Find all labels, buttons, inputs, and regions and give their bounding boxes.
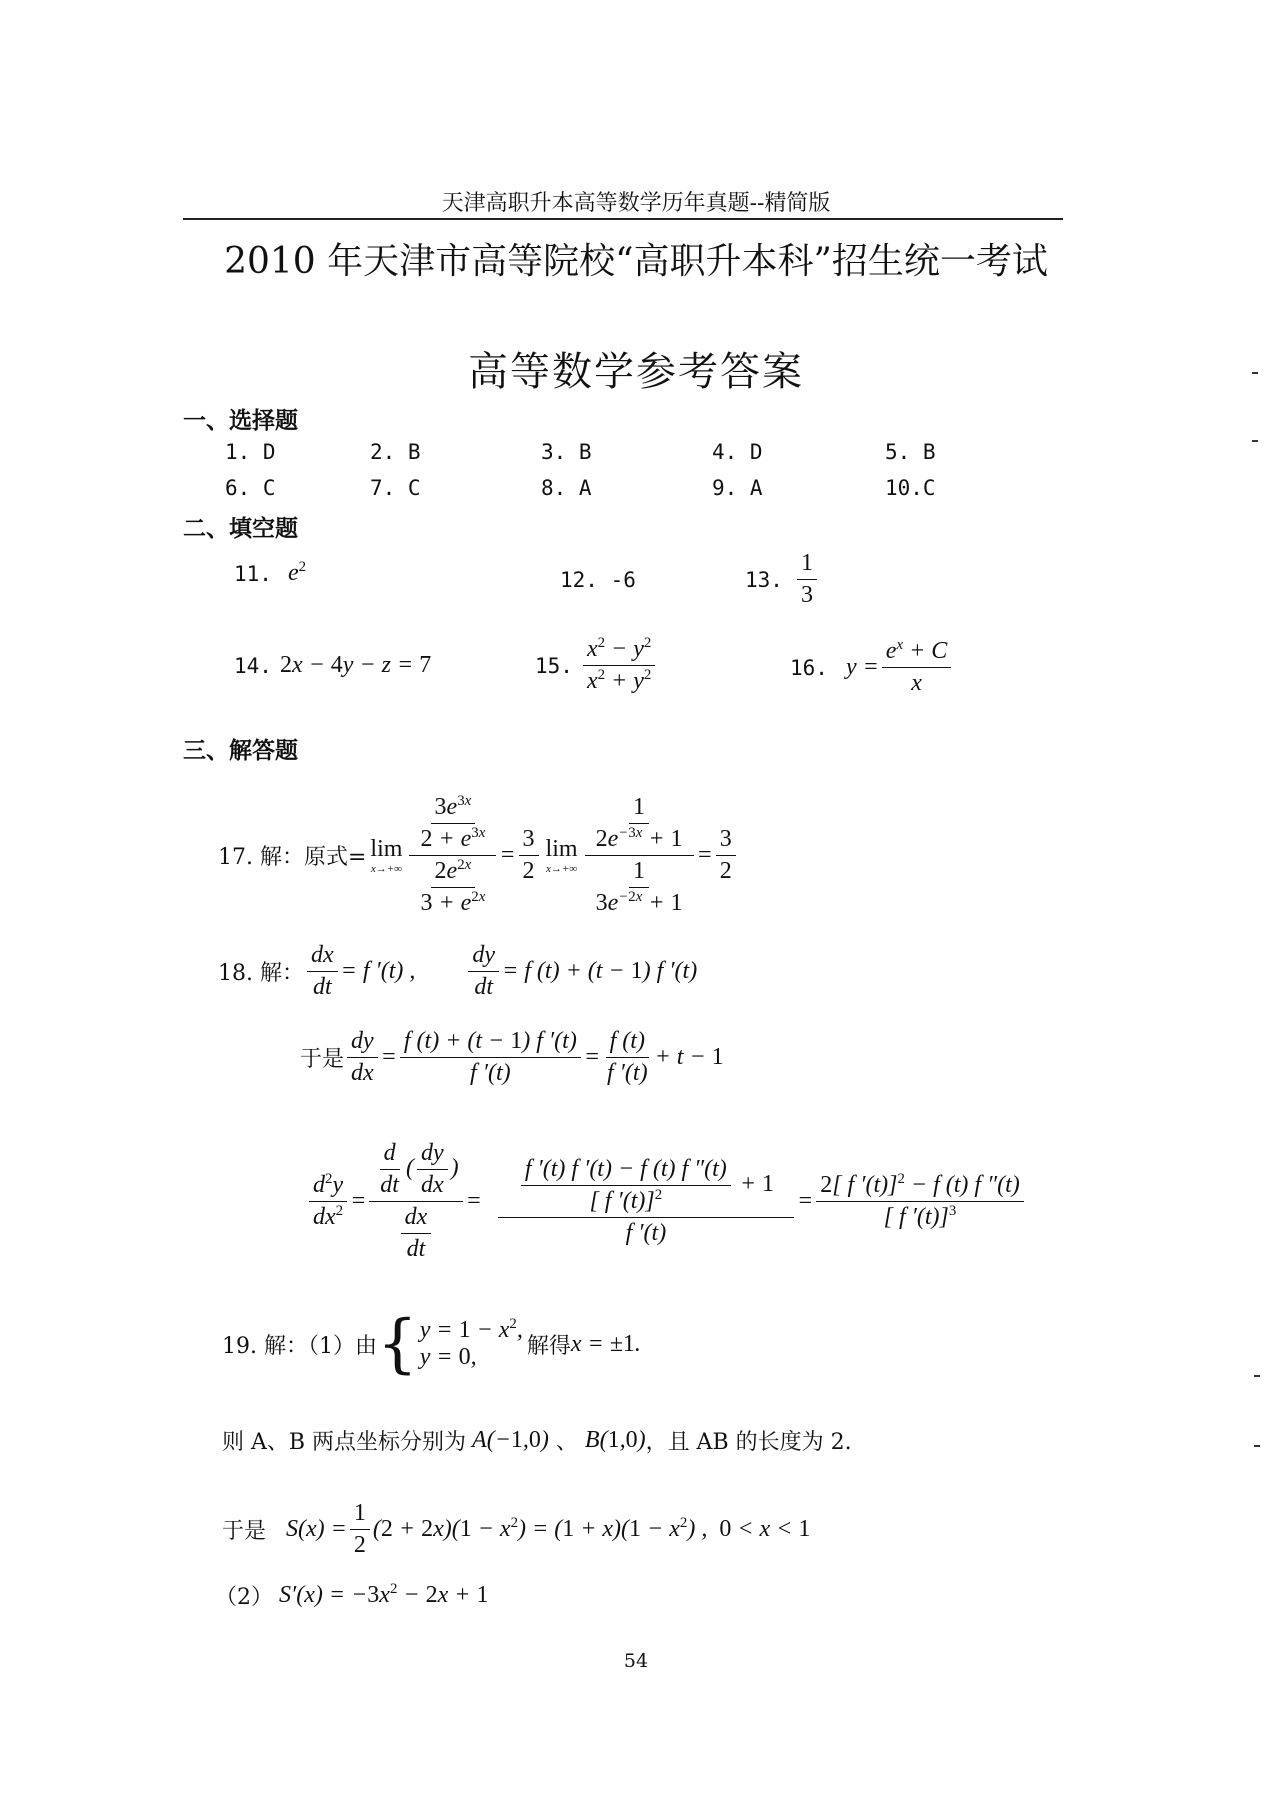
fill-answer-16: 16. y = $\frac{e^x + C}{x}$ xyxy=(790,638,954,697)
left-brace: { xyxy=(376,1307,418,1381)
fraction-one-third: $\frac{1}{3}$ xyxy=(797,550,817,609)
fraction-three-halves-result: $\frac{3}{2}$ xyxy=(716,826,736,885)
fraction-one-half: $\frac{1}{2}$ xyxy=(350,1500,370,1559)
plane-equation: 2x − 4y − z = 7 xyxy=(279,652,432,678)
fill-answer-15: 15. $\frac{x^2 - y^2}{x^2 + y^2}$ xyxy=(535,636,658,695)
choice-answer-7: 7. C xyxy=(370,476,421,500)
q18-big-fraction: $\frac{f '(t) f '(t) - f (t) f ''(t)}{[ f '(t)]^2}$ + 1 f ′(t) xyxy=(498,1156,794,1247)
solution-19-line-3: 于是 S(x) = $\frac{1}{2}$ $(2 + 2x)(1 - x^2) = (1 + x)(1 - x^2)$ , 0 < x < 1 xyxy=(222,1500,811,1558)
scan-mark xyxy=(1252,440,1258,442)
q18-result-fraction: $\frac{2[ f '(t)]^2 - f (t) f ''(t)}{[ f '(t)]^3}$ xyxy=(816,1172,1024,1231)
fill-answer-14: 14. 2x − 4y − z = 7 xyxy=(234,652,432,678)
fill-answer-12: 12. -6 xyxy=(560,568,636,592)
q18-fraction-b: $\frac{f (t)}{f '(t)}$ xyxy=(607,1028,648,1086)
scan-mark xyxy=(1252,372,1258,374)
scan-mark xyxy=(1254,1445,1260,1447)
choice-answer-8: 8. A xyxy=(541,476,592,500)
solution-18-line-1: 18. 解： $\frac{dx}{dt}$ = f ′(t) , $\frac{dy}{dt}$ = f (t) + (t − 1) f ′(t) xyxy=(218,942,698,1000)
dy-dx: $\frac{dy}{dx}$ xyxy=(347,1028,378,1087)
math-e-squared: $e^2$ xyxy=(287,559,307,586)
q17-compound-fraction-2: $\frac{\frac{1}{2e^{-3x} + 1}}{\frac{1}{3e^{-2x} + 1}}$ xyxy=(585,794,694,917)
choice-answer-2: 2. B xyxy=(370,440,421,464)
choice-answer-10: 10.C xyxy=(885,476,936,500)
q17-compound-fraction: $\frac{\frac{3e^{3x}}{2 + e^{3x}}}{\frac{2e^{2x}}{3 + e^{2x}}}$ xyxy=(409,794,496,917)
limit-operator: lim x→+∞ xyxy=(370,835,403,875)
choice-answer-4: 4. D xyxy=(712,440,763,464)
fraction-ex-plus-c: $\frac{e^x + C}{x}$ xyxy=(882,638,951,697)
choice-answer-6: 6. C xyxy=(225,476,276,500)
section-fill-heading: 二、填空题 xyxy=(183,515,298,542)
solution-19-line-2: 则 A、B 两点坐标分别为 A(−1,0) 、 B(1,0) ，且 AB 的长度为 2. xyxy=(222,1427,852,1455)
exam-title: 2010 年天津市高等院校“高职升本科”招生统一考试 xyxy=(224,241,1048,282)
dy-dt: $\frac{dy}{dt}$ xyxy=(468,942,499,1001)
page-number: 54 xyxy=(623,1650,649,1672)
solution-18-line-3: $\frac{d^2y}{dx^2}$ = $\frac{d}{dt}$ ( $\frac{dy}{dx}$ ) $\frac{dx}{dt}$ = $\frac{f '(t) f '(t) - f (t) f ''(t)}{[ f '(t)]^2}$ + 1 f ′(t) = $\frac{2[ f '(t)]^2 - f (t) f ''(t)}{[ f '(t)]^3}$ xyxy=(306,1140,1027,1263)
choice-answer-5: 5. B xyxy=(885,440,936,464)
choice-answer-9: 9. A xyxy=(712,476,763,500)
scan-mark xyxy=(1254,1375,1260,1377)
header-divider xyxy=(183,218,1063,220)
second-derivative: $\frac{d^2y}{dx^2}$ xyxy=(309,1172,347,1231)
fill-answer-13: 13. $\frac{1}{3}$ xyxy=(745,550,820,609)
solution-19-line-1: 19. 解：（1）由 { $y = 1 - x^2$, y = 0, 解得 x = ±1. xyxy=(222,1307,641,1381)
equation-system: $y = 1 - x^2$, y = 0, xyxy=(419,1316,523,1370)
running-header: 天津高职升本高等数学历年真题--精简版 xyxy=(441,191,831,216)
solution-18-line-2: 于是 $\frac{dy}{dx}$ = $\frac{f (t) + (t - 1) f '(t)}{f '(t)}$ = $\frac{f (t)}{f '(t)}$ + t − 1 xyxy=(300,1028,724,1086)
section-solve-heading: 三、解答题 xyxy=(183,737,298,764)
dx-dt: $\frac{dx}{dt}$ xyxy=(307,942,338,1001)
fraction-three-halves: $\frac{3}{2}$ xyxy=(519,826,539,885)
section-choice-heading: 一、选择题 xyxy=(183,407,298,434)
choice-answer-1: 1. D xyxy=(225,440,276,464)
limit-operator-2: lim x→+∞ xyxy=(545,835,578,875)
solution-19-part-2: （2） $S'(x) = -3x^2 - 2x + 1$ xyxy=(215,1581,489,1610)
answer-title: 高等数学参考答案 xyxy=(468,349,804,395)
q18-chain-fraction: $\frac{d}{dt}$ ( $\frac{dy}{dx}$ ) $\frac{dx}{dt}$ xyxy=(369,1140,462,1263)
choice-answer-3: 3. B xyxy=(541,440,592,464)
fill-answer-11: 11. $e^2$ xyxy=(234,559,307,586)
fraction-xy: $\frac{x^2 - y^2}{x^2 + y^2}$ xyxy=(583,636,655,695)
q18-fraction-a: $\frac{f (t) + (t - 1) f '(t)}{f '(t)}$ xyxy=(400,1028,581,1087)
math-y-equals: y = xyxy=(845,654,879,680)
solution-17: 17. 解：原式= lim x→+∞ $\frac{\frac{3e^{3x}}{2 + e^{3x}}}{\frac{2e^{2x}}{3 + e^{2x}}}$ = $\frac{3}{2}$ lim x→+∞ $\frac{\frac{1}{2e^{-3x} + 1}}{\frac{1}{3e^{-2x} + 1}}$ = $\frac{3}{2}$ xyxy=(218,775,739,935)
